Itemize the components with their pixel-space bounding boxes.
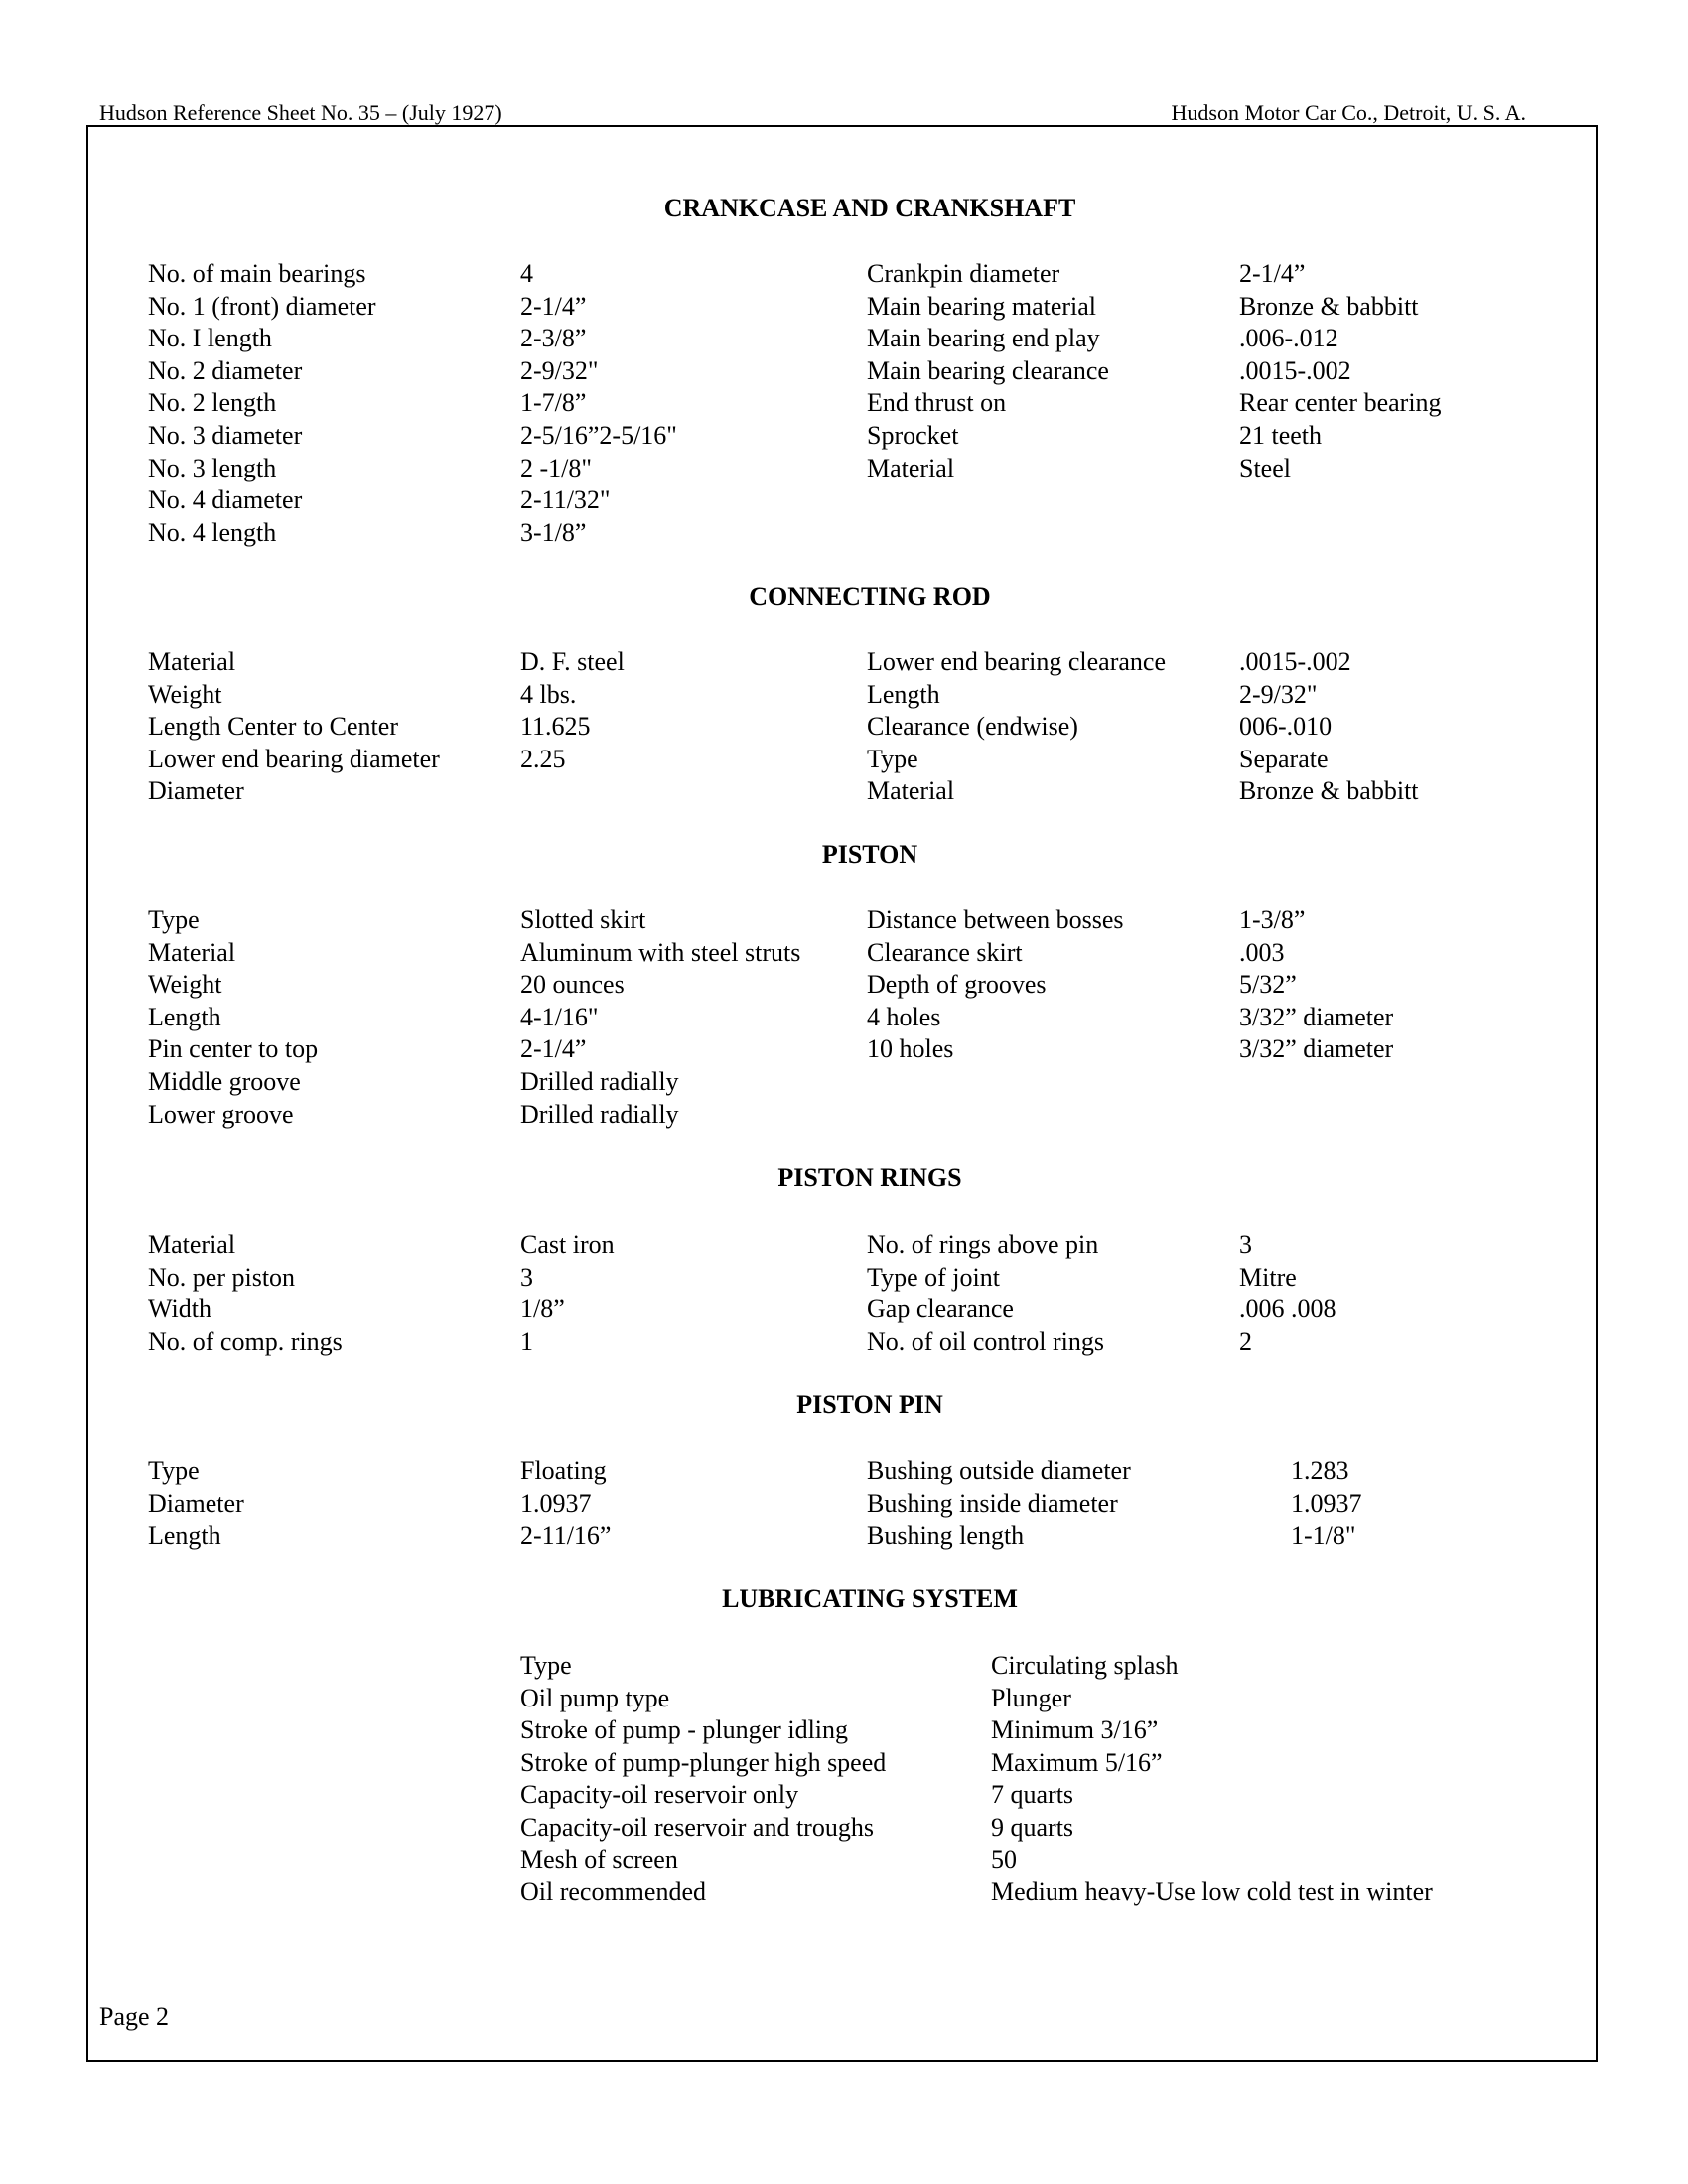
table-row <box>0 1455 1688 1488</box>
table-row <box>0 1650 1688 1683</box>
spec-label: Mesh of screen <box>520 1844 678 1874</box>
spec-label: No. 4 diameter <box>148 485 303 515</box>
section-title-lubricating: LUBRICATING SYSTEM <box>722 1584 1018 1613</box>
table-row <box>0 517 1688 550</box>
spec-value: 3/32” diameter <box>1239 1002 1394 1031</box>
table-row <box>0 291 1688 324</box>
spec-label: No. 1 (front) diameter <box>148 291 376 321</box>
spec-value: 3/32” diameter <box>1239 1034 1394 1064</box>
table-row <box>0 1099 1688 1132</box>
spec-value: 2-5/16”2-5/16" <box>520 420 677 450</box>
spec-label: Oil pump type <box>520 1683 670 1712</box>
spec-label: Type <box>520 1651 572 1680</box>
spec-value: Circulating splash <box>991 1651 1179 1680</box>
spec-value: D. F. steel <box>520 647 625 676</box>
spec-label: No. I length <box>148 324 272 353</box>
table-row <box>0 355 1688 388</box>
spec-label: Lower end bearing clearance <box>867 647 1166 676</box>
spec-label: No. 3 diameter <box>148 420 303 450</box>
spec-label: Material <box>148 1230 236 1259</box>
section-title-crankcase: CRANKCASE AND CRANKSHAFT <box>663 194 1076 222</box>
table-row <box>0 1488 1688 1521</box>
spec-value: Drilled radially <box>520 1099 679 1129</box>
spec-value: .006 .008 <box>1239 1295 1336 1324</box>
spec-label: Type <box>148 905 200 934</box>
page-number: Page 2 <box>99 2002 170 2031</box>
spec-label: Oil recommended <box>520 1877 706 1907</box>
spec-label: Diameter <box>148 776 244 806</box>
spec-label: Capacity-oil reservoir only <box>520 1780 799 1810</box>
spec-label: No. per piston <box>148 1262 296 1292</box>
spec-value: Slotted skirt <box>520 905 646 934</box>
table-row <box>0 711 1688 744</box>
table-lubricating <box>0 1650 1688 1909</box>
table-row <box>0 1294 1688 1326</box>
spec-value: 4 <box>520 259 533 288</box>
spec-label: Distance between bosses <box>867 905 1124 934</box>
spec-label: Main bearing clearance <box>867 355 1109 385</box>
spec-value: 3 <box>1239 1230 1252 1259</box>
spec-label: No. 2 length <box>148 388 277 418</box>
spec-label: Crankpin diameter <box>867 259 1060 288</box>
table-row <box>0 1262 1688 1295</box>
spec-label: Main bearing material <box>867 291 1097 321</box>
spec-value: 2-1/4” <box>1239 259 1306 288</box>
table-row <box>0 453 1688 485</box>
spec-label: Middle groove <box>148 1066 301 1096</box>
table-row <box>0 1876 1688 1909</box>
spec-value: .006-.012 <box>1239 324 1338 353</box>
table-row <box>0 1779 1688 1812</box>
spec-label: Capacity-oil reservoir and troughs <box>520 1812 874 1842</box>
spec-value: Separate <box>1239 744 1329 773</box>
spec-value: 2-9/32" <box>520 355 599 385</box>
spec-value: .0015-.002 <box>1239 647 1351 676</box>
spec-label: No. 4 length <box>148 517 277 547</box>
table-row <box>0 1002 1688 1034</box>
section-title-connecting-rod: CONNECTING ROD <box>749 582 991 611</box>
spec-label: Stroke of pump - plunger idling <box>520 1715 849 1745</box>
spec-label: Type <box>867 744 918 773</box>
spec-value: 1/8” <box>520 1295 565 1324</box>
table-row <box>0 969 1688 1002</box>
spec-label: Type of joint <box>867 1262 1000 1292</box>
spec-value: 2-11/32" <box>520 485 611 515</box>
table-row <box>0 775 1688 808</box>
spec-value: 1-3/8” <box>1239 905 1306 934</box>
spec-value: 7 quarts <box>991 1780 1074 1810</box>
spec-value: 2-9/32" <box>1239 679 1318 709</box>
spec-value: 1 <box>520 1326 533 1356</box>
table-row <box>0 1747 1688 1780</box>
table-row <box>0 420 1688 453</box>
spec-label: End thrust on <box>867 388 1007 418</box>
spec-value: Drilled radially <box>520 1066 679 1096</box>
spec-label: No. 2 diameter <box>148 355 303 385</box>
spec-label: No. of rings above pin <box>867 1230 1099 1259</box>
spec-label: Sprocket <box>867 420 959 450</box>
spec-label: No. of oil control rings <box>867 1326 1105 1356</box>
table-row <box>0 646 1688 679</box>
table-row <box>0 744 1688 776</box>
spec-value: Rear center bearing <box>1239 388 1442 418</box>
table-row <box>0 484 1688 517</box>
spec-label: Length <box>148 1002 221 1031</box>
spec-label: Main bearing end play <box>867 324 1100 353</box>
spec-value: Mitre <box>1239 1262 1297 1292</box>
table-row <box>0 1844 1688 1877</box>
spec-value: Minimum 3/16” <box>991 1715 1159 1745</box>
header-left: Hudson Reference Sheet No. 35 – (July 1927) <box>99 100 502 125</box>
spec-value: .0015-.002 <box>1239 355 1351 385</box>
table-row <box>0 323 1688 355</box>
spec-label: Length Center to Center <box>148 712 398 742</box>
spec-label: Length <box>867 679 940 709</box>
spec-value: 4 lbs. <box>520 679 577 709</box>
spec-label: Material <box>148 647 236 676</box>
spec-label: No. 3 length <box>148 453 277 482</box>
spec-label: Material <box>867 453 955 482</box>
table-row <box>0 1229 1688 1262</box>
spec-value: 3-1/8” <box>520 517 587 547</box>
spec-value: Plunger <box>991 1683 1071 1712</box>
spec-value: 1.0937 <box>520 1488 592 1518</box>
spec-label: Lower end bearing diameter <box>148 744 440 773</box>
spec-value: 2 -1/8" <box>520 453 592 482</box>
spec-value: 2-1/4” <box>520 1034 587 1064</box>
spec-label: Gap clearance <box>867 1295 1014 1324</box>
spec-value: Aluminum with steel struts <box>520 937 801 967</box>
spec-label: Type <box>148 1456 200 1485</box>
spec-label: Length <box>148 1521 221 1551</box>
spec-value: 21 teeth <box>1239 420 1323 450</box>
spec-label: Depth of grooves <box>867 970 1047 1000</box>
table-row <box>0 1033 1688 1066</box>
spec-label: Lower groove <box>148 1099 294 1129</box>
table-row <box>0 387 1688 420</box>
spec-label: Material <box>867 776 955 806</box>
spec-value: 2 <box>1239 1326 1252 1356</box>
spec-value: Medium heavy-Use low cold test in winter <box>991 1877 1433 1907</box>
spec-label: Bushing outside diameter <box>867 1456 1131 1485</box>
table-row <box>0 1520 1688 1553</box>
table-row <box>0 1714 1688 1747</box>
spec-value: 3 <box>520 1262 533 1292</box>
spec-value: 11.625 <box>520 712 591 742</box>
table-piston-pin <box>0 1455 1688 1553</box>
spec-label: Weight <box>148 970 222 1000</box>
spec-label: Pin center to top <box>148 1034 319 1064</box>
spec-value: 9 quarts <box>991 1812 1074 1842</box>
spec-label: Clearance skirt <box>867 937 1023 967</box>
spec-value: 50 <box>991 1844 1017 1874</box>
spec-value: 5/32” <box>1239 970 1297 1000</box>
spec-value: 2-1/4” <box>520 291 587 321</box>
spec-value: Cast iron <box>520 1230 615 1259</box>
table-row <box>0 1066 1688 1099</box>
spec-label: No. of main bearings <box>148 259 366 288</box>
spec-value: 1-1/8" <box>1291 1521 1356 1551</box>
section-title-piston-pin: PISTON PIN <box>796 1390 943 1419</box>
table-row <box>0 1812 1688 1844</box>
table-piston <box>0 904 1688 1131</box>
spec-value: Bronze & babbitt <box>1239 291 1419 321</box>
table-piston-rings <box>0 1229 1688 1358</box>
spec-value: Steel <box>1239 453 1291 482</box>
spec-label: Diameter <box>148 1488 244 1518</box>
table-crankcase <box>0 258 1688 549</box>
header-right: Hudson Motor Car Co., Detroit, U. S. A. <box>1171 100 1526 125</box>
spec-value: 2.25 <box>520 744 566 773</box>
table-connecting-rod <box>0 646 1688 808</box>
table-row <box>0 904 1688 937</box>
spec-label: No. of comp. rings <box>148 1326 343 1356</box>
table-row <box>0 258 1688 291</box>
spec-value: 4-1/16" <box>520 1002 599 1031</box>
section-title-piston-rings: PISTON RINGS <box>777 1163 962 1192</box>
spec-label: Clearance (endwise) <box>867 712 1078 742</box>
spec-label: Width <box>148 1295 211 1324</box>
spec-label: Bushing length <box>867 1521 1025 1551</box>
table-row <box>0 1683 1688 1715</box>
spec-value: .003 <box>1239 937 1285 967</box>
spec-label: Stroke of pump-plunger high speed <box>520 1747 887 1777</box>
spec-label: Material <box>148 937 236 967</box>
spec-value: 20 ounces <box>520 970 625 1000</box>
spec-value: Bronze & babbitt <box>1239 776 1419 806</box>
spec-value: 1.283 <box>1291 1456 1349 1485</box>
spec-value: 006-.010 <box>1239 712 1333 742</box>
spec-value: 2-11/16” <box>520 1521 612 1551</box>
spec-label: 4 holes <box>867 1002 941 1031</box>
spec-value: Maximum 5/16” <box>991 1747 1163 1777</box>
table-row <box>0 679 1688 712</box>
section-title-piston: PISTON <box>821 840 918 869</box>
spec-value: 1.0937 <box>1291 1488 1362 1518</box>
table-row <box>0 1326 1688 1359</box>
spec-label: Weight <box>148 679 222 709</box>
table-row <box>0 937 1688 970</box>
spec-label: Bushing inside diameter <box>867 1488 1118 1518</box>
spec-label: 10 holes <box>867 1034 954 1064</box>
spec-value: 2-3/8” <box>520 324 587 353</box>
spec-value: 1-7/8” <box>520 388 587 418</box>
spec-value: Floating <box>520 1456 607 1485</box>
